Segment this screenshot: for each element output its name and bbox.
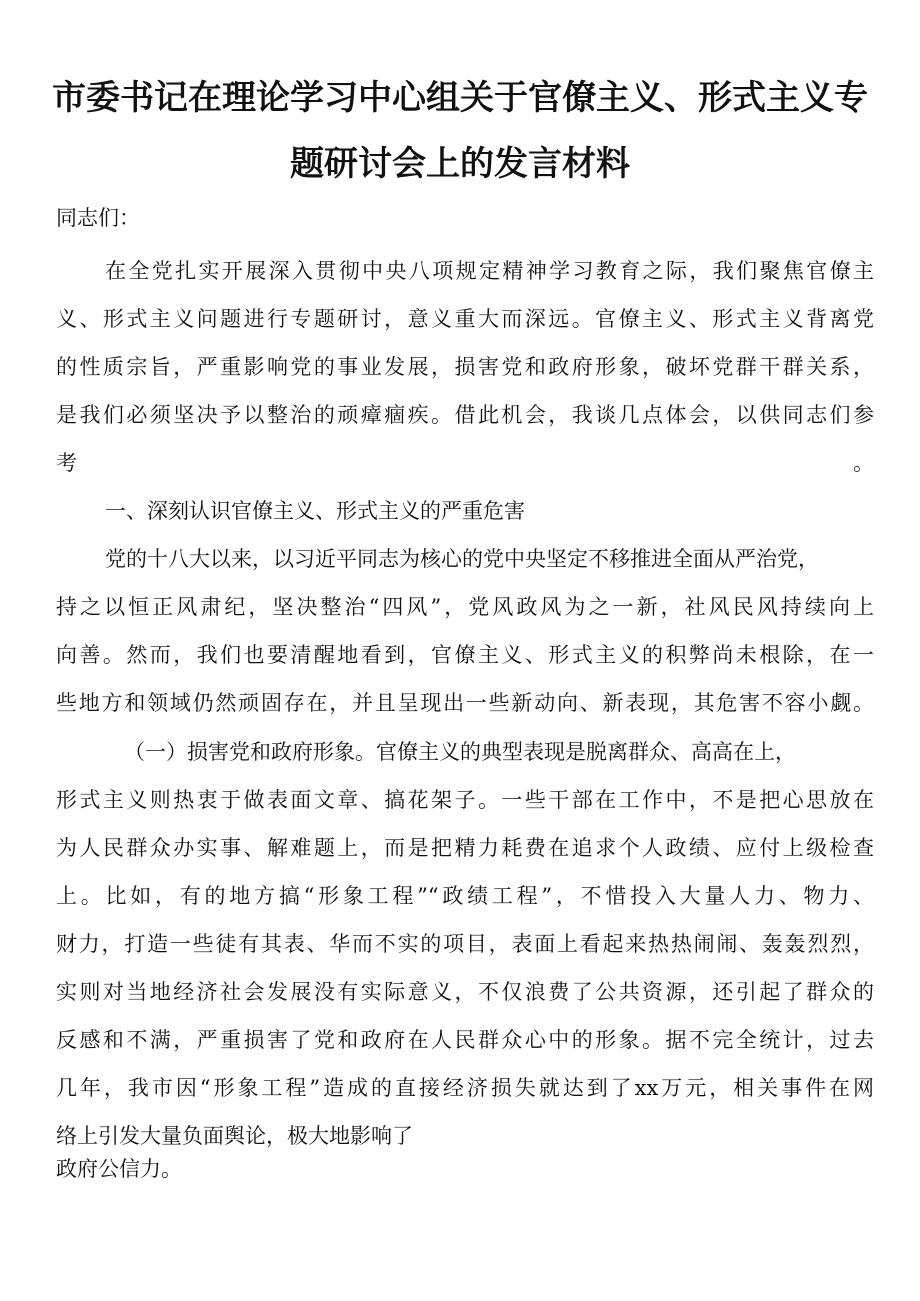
paragraph-line: 络上引发大量负面舆论，极大地影响了: [56, 1124, 413, 1148]
paragraph-line: 形式主义则热衷于做表面文章、搞花架子。一些干部在工作中，不是把心思放在: [56, 788, 874, 812]
paragraph-line: 为人民群众办实事、解难题上，而是把精力耗费在追求个人政绩、应付上级检查: [56, 836, 874, 860]
paragraph-line: 是我们必须坚决予以整治的顽瘴痼疾。借此机会，我谈几点体会，以供同志们参: [56, 403, 874, 427]
paragraph-line: 考。: [56, 451, 874, 475]
paragraph-line: 在全党扎实开展深入贯彻中央八项规定精神学习教育之际，我们聚焦官僚主: [105, 259, 874, 283]
paragraph-line: 几年，我市因“形象工程”造成的直接经济损失就达到了xx万元，相关事件在网: [56, 1076, 874, 1100]
section-heading: 一、深刻认识官僚主义、形式主义的严重危害: [105, 499, 525, 523]
document-title-line-1: 市委书记在理论学习中心组关于官僚主义、形式主义专: [52, 78, 868, 118]
paragraph-line: 实则对当地经济社会发展没有实际意义，不仅浪费了公共资源，还引起了群众的: [56, 980, 874, 1004]
subsection-line: （一）损害党和政府形象。官僚主义的典型表现是脱离群众、高高在上，: [124, 740, 796, 764]
paragraph-line: 持之以恒正风肃纪，坚决整治“四风”，党风政风为之一新，社风民风持续向上: [56, 595, 874, 619]
paragraph-line: 的性质宗旨，严重影响党的事业发展，损害党和政府形象，破坏党群干群关系，: [56, 355, 874, 379]
paragraph-line: 向善。然而，我们也要清醒地看到，官僚主义、形式主义的积弊尚未根除，在一: [56, 643, 874, 667]
paragraph-line: 些地方和领域仍然顽固存在，并且呈现出一些新动向、新表现，其危害不容小觑。: [56, 691, 874, 715]
paragraph-line: 党的十八大以来，以习近平同志为核心的党中央坚定不移推进全面从严治党，: [105, 547, 819, 571]
salutation: 同志们：: [56, 206, 140, 230]
paragraph-line: 上。比如，有的地方搞“形象工程”“政绩工程”，不惜投入大量人力、物力、: [56, 884, 874, 908]
paragraph-line: 财力，打造一些徒有其表、华而不实的项目，表面上看起来热热闹闹、轰轰烈烈，: [56, 932, 874, 956]
paragraph-line: 义、形式主义问题进行专题研讨，意义重大而深远。官僚主义、形式主义背离党: [56, 307, 874, 331]
paragraph-line: 反感和不满，严重损害了党和政府在人民群众心中的形象。据不完全统计，过去: [56, 1028, 874, 1052]
document-title-line-2: 题研讨会上的发言材料: [290, 144, 630, 184]
paragraph-line: 政府公信力。: [56, 1157, 182, 1181]
